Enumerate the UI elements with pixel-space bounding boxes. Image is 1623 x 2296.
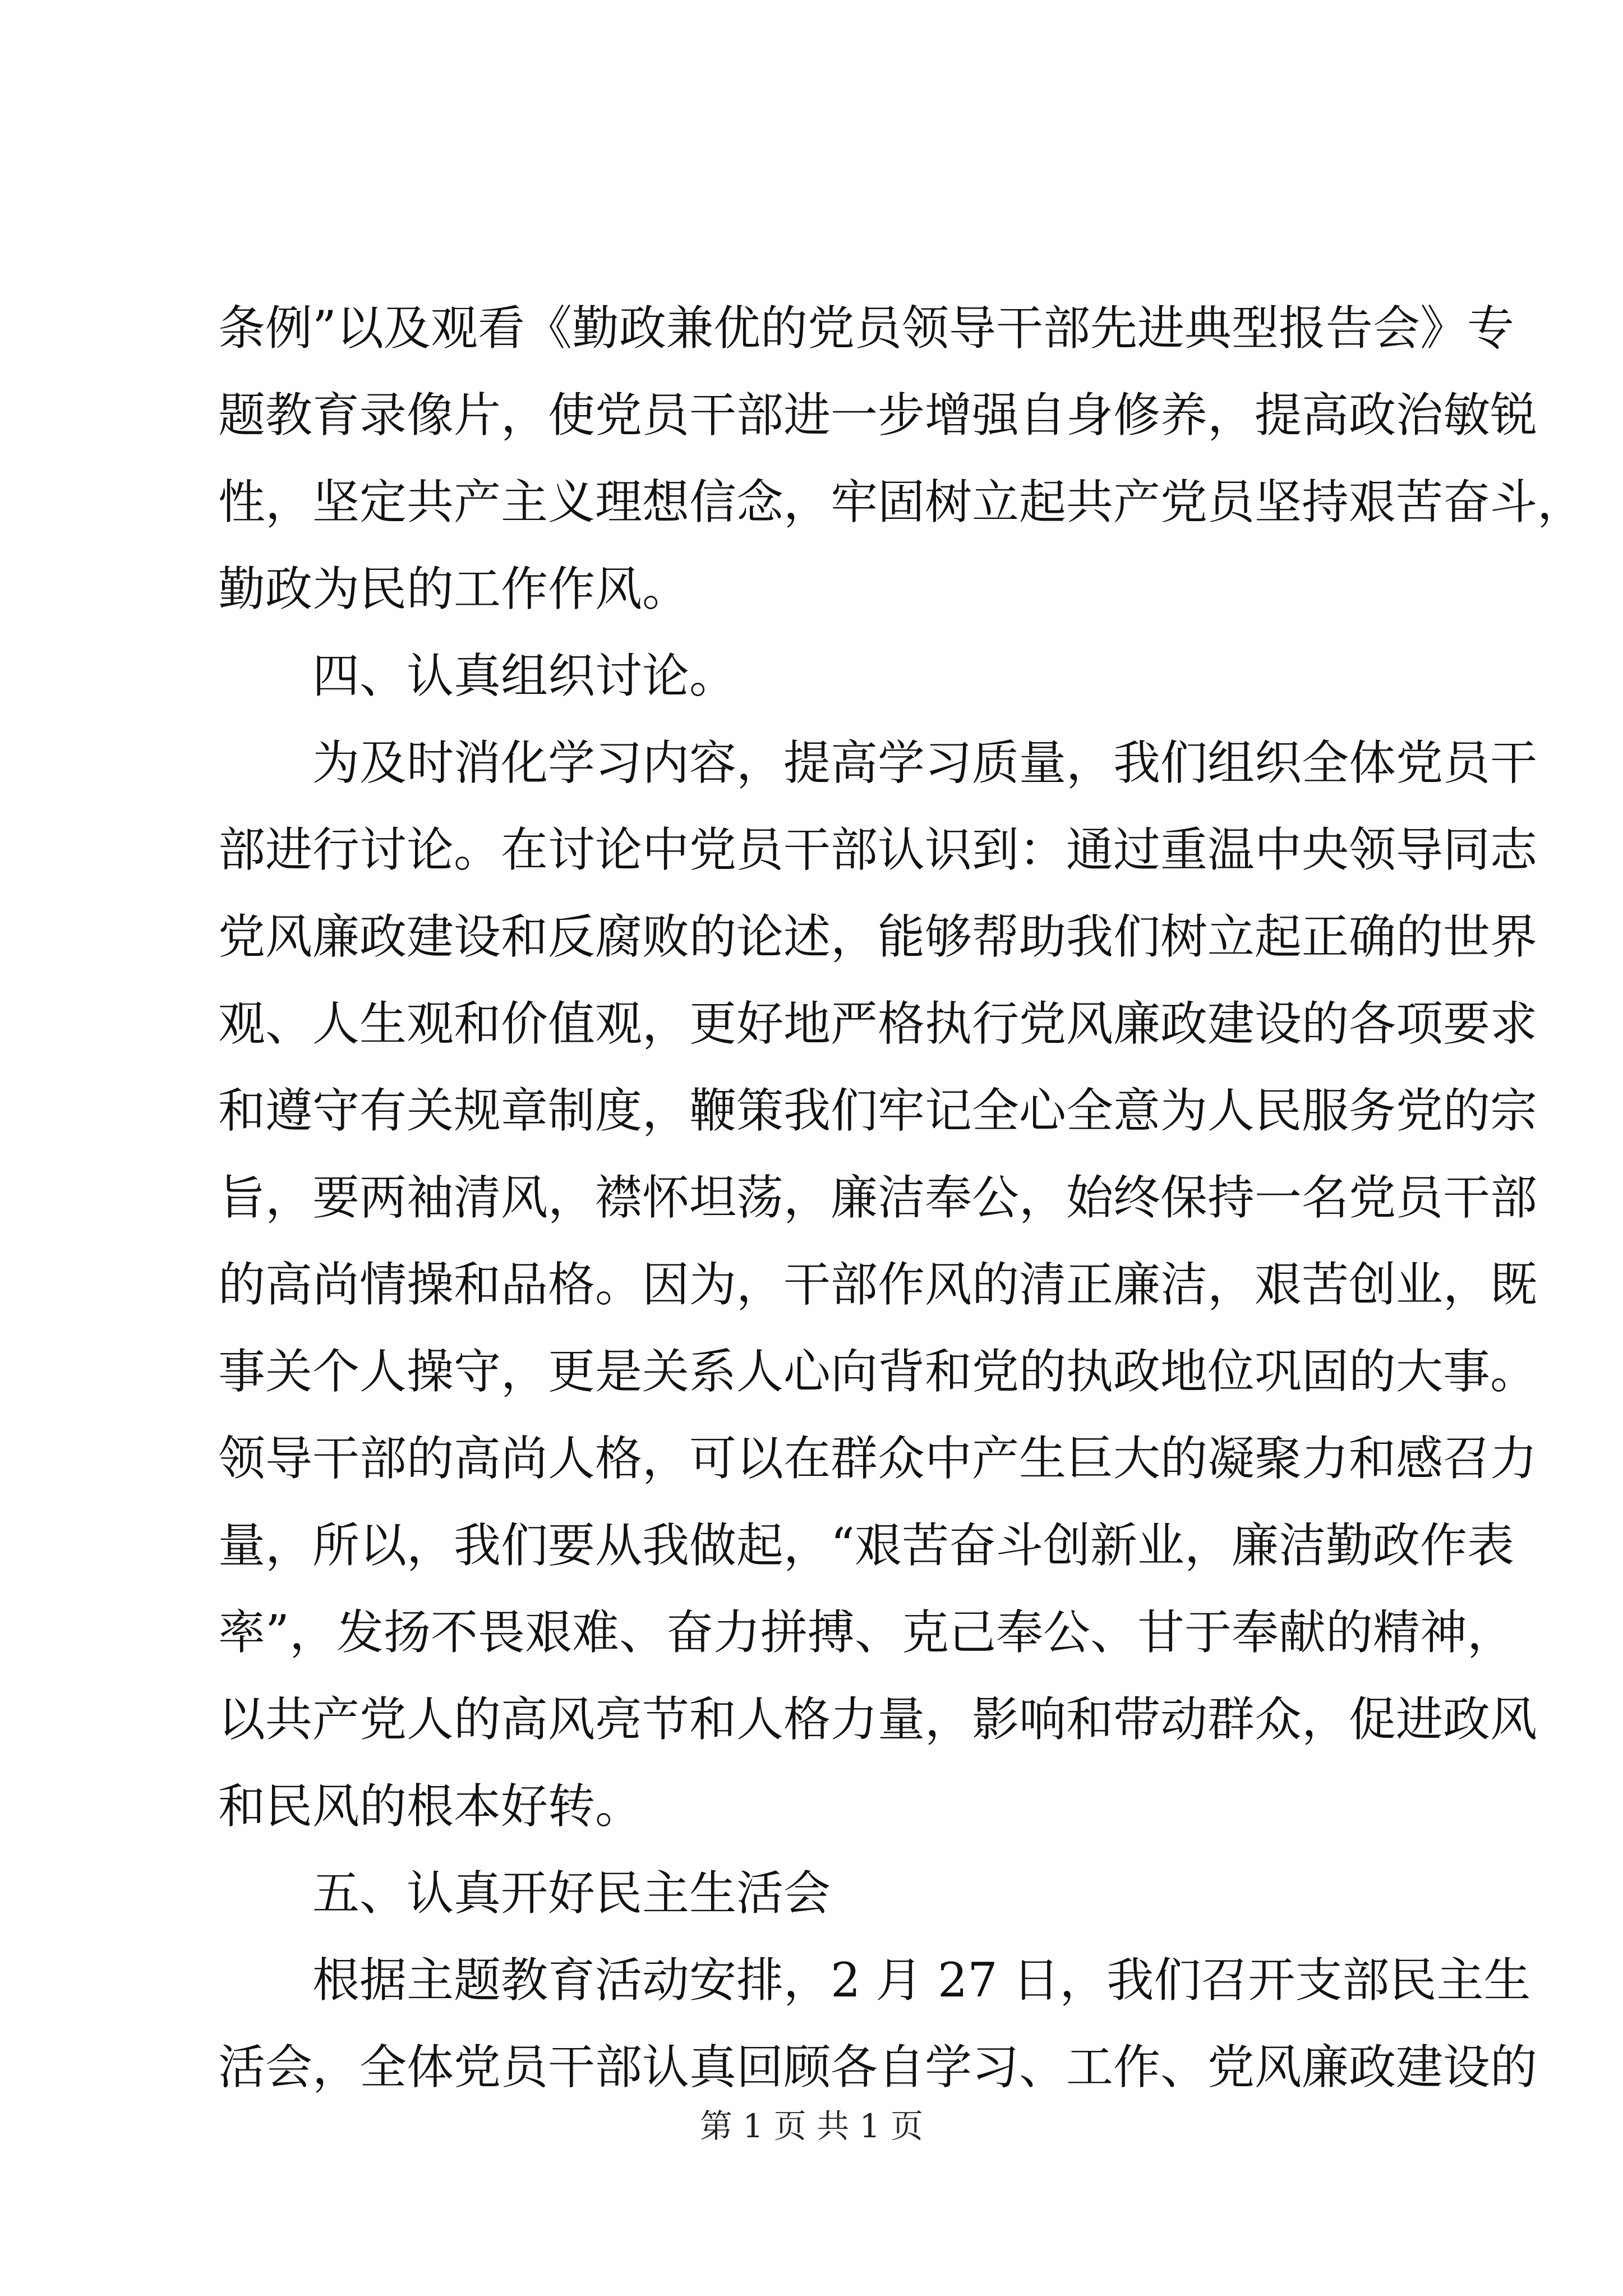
text-line: 根据主题教育活动安排，2 月 27 日，我们召开支部民主生 [312,1953,1531,2008]
text-line: 的高尚情操和品格。因为，干部作风的清正廉洁，艰苦创业，既 [218,1257,1538,1312]
text-line: 为及时消化学习内容，提高学习质量，我们组织全体党员干 [312,735,1538,790]
text-line: 以共产党人的高风亮节和人格力量，影响和带动群众，促进政风 [218,1692,1538,1747]
text-line: 率”，发扬不畏艰难、奋力拼搏、克己奉公、甘于奉献的精神， [218,1605,1514,1660]
text-line: 条例”以及观看《勤政兼优的党员领导干部先进典型报告会》专 [218,301,1514,356]
text-line: 和遵守有关规章制度，鞭策我们牢记全心全意为人民服务党的宗 [218,1083,1538,1138]
page-footer [0,2104,1623,2148]
text-line: 性，坚定共产主义理想信念，牢固树立起共产党员坚持艰苦奋斗， [218,475,1585,530]
section-heading: 四、认真组织讨论。 [312,648,737,703]
text-line: 事关个人操守，更是关系人心向背和党的执政地位巩固的大事。 [218,1344,1538,1399]
page-number-label: 第 1 页 共 1 页 [700,2107,923,2145]
text-line: 旨，要两袖清风，襟怀坦荡，廉洁奉公，始终保持一名党员干部 [218,1170,1538,1225]
text-line: 领导干部的高尚人格，可以在群众中产生巨大的凝聚力和感召力 [218,1431,1538,1486]
text-line: 党风廉政建设和反腐败的论述，能够帮助我们树立起正确的世界 [218,909,1538,964]
text-line: 观、人生观和价值观，更好地严格执行党风廉政建设的各项要求 [218,996,1538,1051]
text-line: 题教育录像片，使党员干部进一步增强自身修养，提高政治敏锐 [218,388,1538,443]
text-line: 活会，全体党员干部认真回顾各自学习、工作、党风廉政建设的 [218,2040,1538,2095]
text-line: 勤政为民的工作作风。 [218,562,690,616]
text-line: 部进行讨论。在讨论中党员干部认识到：通过重温中央领导同志 [218,822,1538,877]
section-heading: 五、认真开好民主生活会 [312,1866,831,1921]
text-line: 和民风的根本好转。 [218,1779,643,1834]
text-line: 量，所以，我们要从我做起，“艰苦奋斗创新业，廉洁勤政作表 [218,1518,1514,1573]
